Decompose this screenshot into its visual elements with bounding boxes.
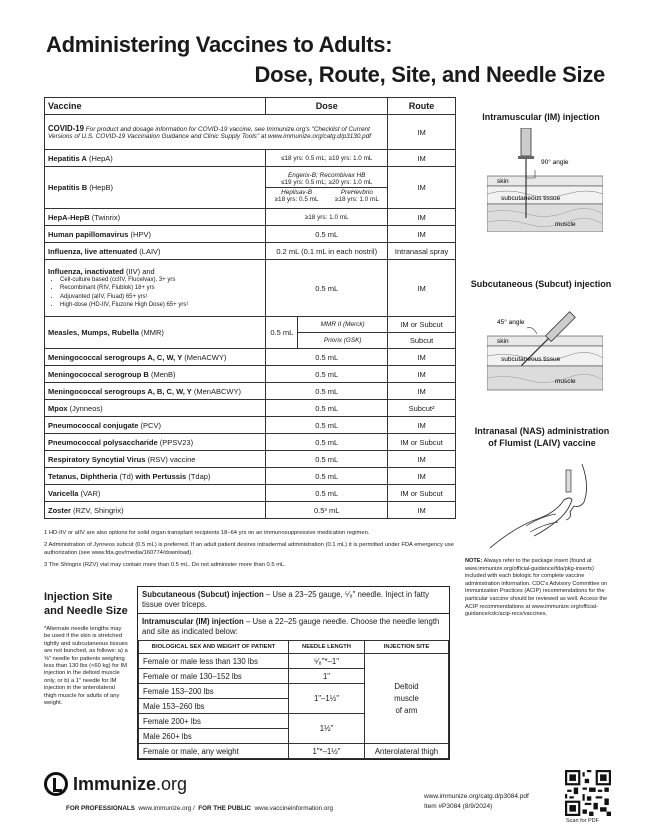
- dose-cell: 0.5 mL: [266, 434, 388, 451]
- dose-cell: 0.5 mL: [266, 485, 388, 502]
- vaccine-abbr: (Twinrix): [89, 212, 121, 222]
- brand-name: PreHevbrio: [340, 189, 373, 196]
- vaccine-abbr: (MenABCWY): [191, 386, 241, 396]
- table-row: [45, 243, 456, 260]
- page-title-line1: Administering Vaccines to Adults:: [46, 32, 393, 57]
- needle-table: [138, 640, 449, 759]
- vaccine-abbr: (MenB): [148, 369, 176, 379]
- route-cell: Subcut: [388, 333, 456, 349]
- vaccine-abbr: (RZV, Shingrix): [70, 505, 124, 515]
- vaccine-abbr: (HepB): [87, 183, 114, 192]
- vaccine-name: Human papillomavirus: [48, 229, 129, 239]
- needle-cell: ⁵⁄₈"*–1": [289, 654, 365, 669]
- route-cell: IM: [388, 468, 456, 485]
- brand-name: Engerix-B; Recombivax HB: [288, 172, 366, 179]
- route-cell: IM: [388, 115, 456, 150]
- dose-cell: ≥18 yrs: 1.0 mL: [266, 209, 388, 226]
- dose-cell: 0.5 mL: [266, 260, 388, 317]
- qr-code-icon[interactable]: [565, 770, 611, 816]
- brand-name: Priorix (GSK): [298, 333, 388, 349]
- vaccine-abbr: (Jynneos): [67, 403, 103, 413]
- vaccine-table: [44, 97, 456, 519]
- patient-cell: Female or male less than 130 lbs: [139, 654, 289, 669]
- vaccine-name: with Pertussis: [135, 471, 187, 481]
- dose-cell: 0.5 mL: [266, 349, 388, 366]
- route-cell: IM: [388, 260, 456, 317]
- needle-cell: 1"–1½": [289, 684, 365, 714]
- vaccine-abbr: (HepA): [86, 153, 113, 163]
- im-heading: Intramuscular (IM) injection: [142, 617, 244, 626]
- route-cell: IM or Subcut: [388, 434, 456, 451]
- im-illustration: [487, 128, 603, 232]
- vaccine-name: Meningococcal serogroups A, B, C, W, Y: [48, 386, 192, 396]
- brand-name: Heplisav-B: [281, 189, 312, 196]
- route-cell: IM: [388, 150, 456, 167]
- list-item: • Recombinant (RIV, Flublok) 18+ yrs: [60, 284, 262, 292]
- col-header-vaccine: Vaccine: [45, 98, 266, 115]
- footer-right: [424, 792, 529, 812]
- needle-cell: 1½": [289, 714, 365, 744]
- vaccine-name: Measles, Mumps, Rubella: [48, 328, 139, 337]
- table-row: [45, 349, 456, 366]
- scan-label: Scan for PDF: [566, 818, 600, 824]
- route-cell: IM: [388, 226, 456, 243]
- dose-cell: 0.5 mL: [266, 317, 298, 349]
- vaccine-name: Varicella: [48, 488, 79, 498]
- table-row: [45, 485, 456, 502]
- dose-cell: 0.5 mL: [266, 468, 388, 485]
- alternate-needle-note: *Alternate needle lengths may be used if the skin is stretched tightly and subcutaneous tissues are not bunched, as follows: a) a ⅝" needle for patients weighing less than 130 lbs (<60 kg) for IM injection in the deltoid muscle only, or b) a 1" needle for IM injection in the anterolateral thigh muscle for adults of any weight.: [44, 626, 128, 707]
- im-title: Intramuscular (IM) injection: [482, 112, 600, 122]
- nas-title-line2: of Flumist (LAIV) vaccine: [488, 438, 596, 448]
- vaccine-name: Influenza, inactivated: [48, 266, 124, 276]
- vaccine-abbr: (Tdap): [186, 471, 211, 481]
- dose-cell: 0.5 mL: [266, 417, 388, 434]
- page-title-line2: Dose, Route, Site, and Needle Size: [254, 62, 605, 87]
- table-row: [139, 744, 449, 759]
- route-cell: Subcut²: [388, 400, 456, 417]
- footnote-3: 3 The Shingrix (RZV) vial may contain more than 0.5 mL. Do not administer more than 0.5 mL.: [44, 562, 286, 568]
- injection-title: [44, 590, 128, 618]
- injection-title-line2: and Needle Size: [44, 605, 128, 617]
- subcut-tissue-label: subcutaneous tissue: [501, 195, 561, 202]
- dose-cell: 0.5 mL: [266, 226, 388, 243]
- table-row: [45, 209, 456, 226]
- table-row: [45, 502, 456, 519]
- angle-label: 90° angle: [541, 159, 569, 166]
- subcut-heading: Subcutaneous (Subcut) injection: [142, 590, 264, 599]
- col-header-site: INJECTION SITE: [365, 641, 449, 654]
- route-cell: IM: [388, 349, 456, 366]
- prof-link[interactable]: www.immunize.org: [138, 805, 192, 812]
- table-row: [45, 115, 456, 150]
- patient-cell: Male 153–260 lbs: [139, 699, 289, 714]
- vaccine-abbr: (MenACWY): [182, 352, 227, 362]
- subcut-instructions: [138, 587, 449, 614]
- im-text: – Use a 22–25 gauge needle. Choose the needle length and site as indicated below:: [142, 617, 440, 636]
- patient-cell: Male 260+ lbs: [139, 729, 289, 744]
- skin-label: skin: [497, 338, 509, 345]
- skin-label: skin: [497, 178, 509, 185]
- table-row: [45, 167, 456, 209]
- vaccine-abbr: (LAIV): [137, 246, 161, 256]
- footer-links: FOR PROFESSIONALS www.immunize.org / FOR THE PUBLIC www.vaccineinformation.org: [66, 805, 333, 812]
- site-thigh: Anterolateral thigh: [365, 744, 449, 759]
- patient-cell: Female 200+ lbs: [139, 714, 289, 729]
- logo-suffix: .org: [156, 773, 188, 794]
- note-label: NOTE:: [465, 558, 483, 564]
- route-cell: Intranasal spray: [388, 243, 456, 260]
- dose-text: ≥18 yrs: 1.0 mL: [334, 196, 379, 203]
- table-row: [45, 383, 456, 400]
- vaccine-name: Tetanus, Diphtheria: [48, 471, 118, 481]
- route-cell: IM: [388, 383, 456, 400]
- nas-title-line1: Intranasal (NAS) administration: [474, 426, 610, 436]
- covid-note: For product and dosage information for COVID-19 vaccine, see Immunize.org's "Checklist of Current Versions of U.S. COVID-19 Vaccination Guidance and Clinic Supply Tools" at www.immunize.org/catg.d/p3130.pdf: [48, 126, 372, 140]
- route-cell: IM: [388, 502, 456, 519]
- route-cell: IM: [388, 167, 456, 209]
- table-row: [45, 366, 456, 383]
- list-item: • High-dose (HD-IIV, Fluzone High Dose) 65+ yrs¹: [60, 301, 262, 309]
- site-text: muscle: [394, 693, 419, 703]
- needle-cell: 1": [289, 669, 365, 684]
- item-number: Item #P3084 (8/9/2024): [424, 803, 493, 810]
- table-row: [45, 434, 456, 451]
- route-cell: IM or Subcut: [388, 317, 456, 333]
- col-header-dose: Dose: [266, 98, 388, 115]
- dose-text: ≤19 yrs: 0.5 mL; ≥20 yrs: 1.0 mL: [280, 179, 373, 186]
- checkmark-icon: [44, 772, 68, 796]
- vaccine-name: Meningococcal serogroups A, C, W, Y: [48, 352, 183, 362]
- public-link[interactable]: www.vaccineinformation.org: [254, 805, 333, 812]
- col-header-route: Route: [388, 98, 456, 115]
- vaccine-name: COVID-19: [48, 124, 84, 133]
- note-block: [465, 558, 615, 619]
- patient-cell: Female or male, any weight: [139, 744, 289, 759]
- vaccine-abbr: (PCV): [138, 420, 161, 430]
- muscle-label: muscle: [555, 221, 576, 228]
- vaccine-abbr: (HPV): [128, 229, 151, 239]
- dose-cell: 0.5 mL: [266, 400, 388, 417]
- subcut-tissue-label: subcutaneous tissue: [501, 356, 561, 363]
- site-deltoid: [365, 654, 449, 744]
- vaccine-abbr: (RSV) vaccine: [145, 454, 196, 464]
- dose-cell: 0.5³ mL: [266, 502, 388, 519]
- route-cell: IM or Subcut: [388, 485, 456, 502]
- vaccine-name: Pneumococcal conjugate: [48, 420, 139, 430]
- public-label: FOR THE PUBLIC: [198, 805, 252, 812]
- vaccine-name: Hepatitis B: [48, 183, 88, 192]
- subcut-title: Subcutaneous (Subcut) injection: [470, 279, 612, 289]
- immunize-logo[interactable]: [44, 772, 187, 796]
- dose-cell: 0.5 mL: [266, 366, 388, 383]
- vaccine-abbr: (IIV) and: [123, 266, 155, 276]
- subcut-text: – Use a 23–25 gauge, ⁵⁄₈" needle. Inject in fatty tissue over triceps.: [142, 590, 430, 609]
- vaccine-abbr: (PPSV23): [157, 437, 194, 447]
- vaccine-name: Influenza, live attenuated: [48, 246, 138, 256]
- prof-label: FOR PROFESSIONALS: [66, 805, 135, 812]
- vaccine-name: Zoster: [48, 505, 71, 515]
- vaccine-name: Mpox: [48, 403, 68, 413]
- table-row: [45, 451, 456, 468]
- site-text: of arm: [395, 705, 418, 715]
- table-row: [45, 150, 456, 167]
- needle-cell: 1"*–1½": [289, 744, 365, 759]
- brand-name: MMR II (Merck): [298, 317, 388, 333]
- route-cell: IM: [388, 209, 456, 226]
- footnote-2: 2 Administration of Jynneos subcut (0.5 mL) is preferred. If an adult patient desires intradermal administration (0.1 mL) it is permitted under FDA emergency use authorization (see www.fda.gov/media/160774/download).: [44, 542, 454, 556]
- footnote-1: 1 HD-IIV or aIIV are also options for solid organ transplant recipients 18–64 yrs on an immunosuppressive medication regimen.: [44, 530, 370, 536]
- list-item: • Cell-culture based (ccIIV, Flucelvax), 3+ yrs: [60, 276, 262, 284]
- subcut-illustration: [487, 296, 603, 392]
- needle-size-box: [137, 586, 450, 760]
- vaccine-name: Respiratory Syncytial Virus: [48, 454, 146, 464]
- vaccine-name: HepA-HepB: [48, 212, 90, 222]
- angle-label: 45° angle: [497, 319, 525, 326]
- injection-title-line1: Injection Site: [44, 591, 113, 603]
- patient-cell: Female or male 130–152 lbs: [139, 669, 289, 684]
- table-row: [45, 468, 456, 485]
- table-row: [45, 260, 456, 317]
- site-text: Deltoid: [394, 681, 419, 691]
- route-cell: IM: [388, 451, 456, 468]
- note-text: Always refer to the package insert (found at www.immunize.org/official-guidance/fda/pkg-inserts) included with each biologic for complete vaccine administration information. CDC's Advisory Committee on Immunization Practices (ACIP) recommendations for the particular vaccine should be reviewed as well. Access the ACIP recommendations at www.immunize.org/official-guidance/cdc/acip-recs/vaccines.: [465, 558, 608, 618]
- logo-main: Immunize: [73, 773, 157, 794]
- col-header-patient: BIOLOGICAL SEX AND WEIGHT OF PATIENT: [139, 641, 289, 654]
- table-row: [139, 654, 449, 669]
- list-item: • Adjuvanted (aIIV, Fluad) 65+ yrs¹: [60, 293, 262, 301]
- dose-cell: 0.5 mL: [266, 451, 388, 468]
- im-instructions: [138, 614, 449, 640]
- dose-cell: 0.5 mL: [266, 383, 388, 400]
- dose-cell: 0.2 mL (0.1 mL in each nostril): [266, 243, 388, 260]
- vaccine-abbr: (Td): [117, 471, 136, 481]
- vaccine-abbr: (VAR): [78, 488, 101, 498]
- patient-cell: Female 153–200 lbs: [139, 684, 289, 699]
- col-header-needle: NEEDLE LENGTH: [289, 641, 365, 654]
- muscle-label: muscle: [555, 378, 576, 385]
- dose-cell: ≤18 yrs: 0.5 mL; ≥19 yrs: 1.0 mL: [266, 150, 388, 167]
- pdf-link[interactable]: www.immunize.org/catg.d/p3084.pdf: [424, 793, 529, 800]
- route-cell: IM: [388, 366, 456, 383]
- vaccine-name: Hepatitis A: [48, 153, 87, 163]
- table-row: [45, 400, 456, 417]
- table-row: [45, 417, 456, 434]
- vaccine-name: Meningococcal serogroup B: [48, 369, 149, 379]
- vaccine-abbr: (MMR): [138, 328, 164, 337]
- route-cell: IM: [388, 417, 456, 434]
- intranasal-illustration: [486, 456, 596, 552]
- dose-text: ≥18 yrs: 0.5 mL: [274, 196, 319, 203]
- table-row: [45, 317, 456, 333]
- vaccine-name: Pneumococcal polysaccharide: [48, 437, 158, 447]
- table-row: [45, 226, 456, 243]
